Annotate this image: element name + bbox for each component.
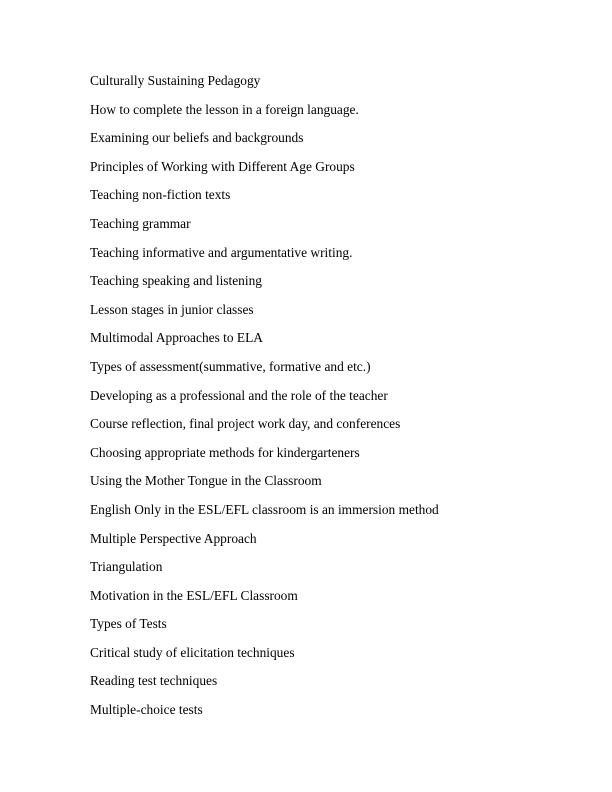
topic-item: Teaching grammar	[90, 215, 191, 231]
topic-item: Course reflection, final project work day, and conferences	[90, 416, 401, 432]
topic-item: Lesson stages in junior classes	[90, 301, 254, 317]
topic-item: Types of Tests	[90, 616, 167, 632]
topic-item: Principles of Working with Different Age Groups	[90, 158, 355, 174]
topic-list	[90, 72, 439, 730]
topic-item: Using the Mother Tongue in the Classroom	[90, 473, 322, 489]
topic-item: Multiple-choice tests	[90, 702, 203, 718]
topic-item: Multiple Perspective Approach	[90, 530, 257, 546]
topic-item: Teaching informative and argumentative writing.	[90, 244, 353, 260]
topic-item: Choosing appropriate methods for kindergarteners	[90, 444, 360, 460]
topic-item: Culturally Sustaining Pedagogy	[90, 73, 261, 88]
topic-item: English Only in the ESL/EFL classroom is an immersion method	[90, 501, 439, 517]
topic-item: Critical study of elicitation techniques	[90, 644, 295, 660]
topic-item: Types of assessment(summative, formative and etc.)	[90, 358, 371, 374]
topic-item: Teaching non-fiction texts	[90, 187, 231, 203]
topic-item: Reading test techniques	[90, 673, 218, 689]
topic-item: Multimodal Approaches to ELA	[90, 330, 263, 346]
topic-item: Triangulation	[90, 559, 163, 575]
topic-item: Teaching speaking and listening	[90, 273, 262, 289]
topic-item: Examining our beliefs and backgrounds	[90, 130, 304, 146]
topic-item: Developing as a professional and the role of the teacher	[90, 387, 388, 403]
topic-item: Motivation in the ESL/EFL Classroom	[90, 587, 298, 603]
topic-item: How to complete the lesson in a foreign language.	[90, 101, 359, 117]
